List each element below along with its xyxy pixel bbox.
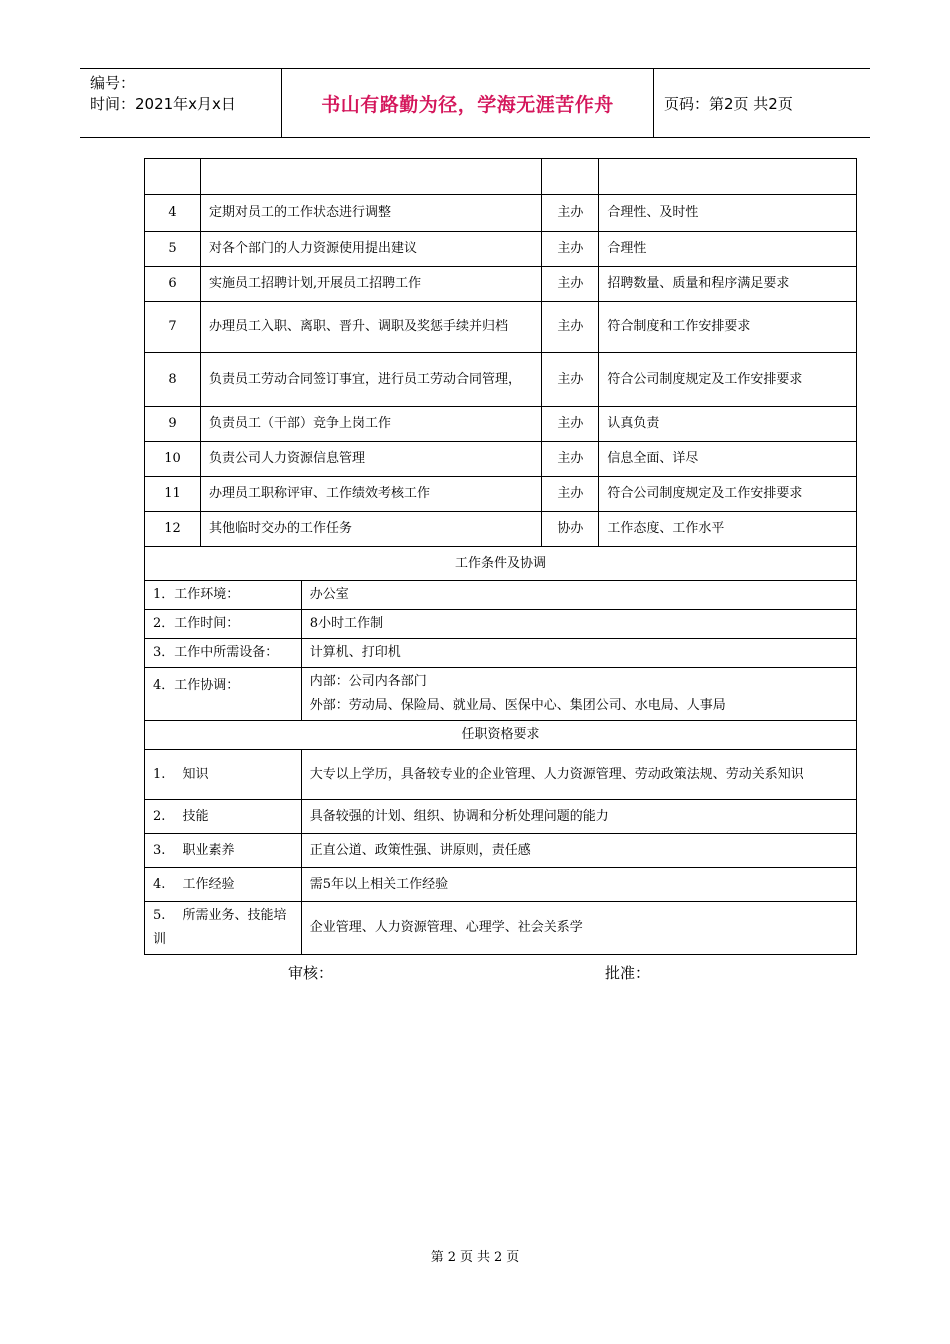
duty-task: 办理员工职称评审、工作绩效考核工作 — [200, 477, 541, 512]
duty-row — [145, 512, 857, 547]
header-page-label: 页码：第2页 共2页 — [664, 94, 793, 113]
duty-row — [145, 267, 857, 302]
duty-number: 6 — [145, 267, 201, 302]
qualification-value: 正直公道、政策性强、讲原则，责任感 — [301, 834, 856, 868]
number-label: 编号： — [90, 74, 136, 92]
time-label: 时间：2021年x月x日 — [90, 95, 236, 113]
duty-task: 对各个部门的人力资源使用提出建议 — [200, 232, 541, 267]
footer-word: 第 — [430, 1250, 444, 1265]
coordination-external: 外部：劳动局、保险局、就业局、医保中心、集团公司、水电局、人事局 — [309, 698, 726, 713]
duty-role: 主办 — [542, 353, 599, 407]
duty-standard — [599, 159, 857, 195]
page-footer — [0, 1246, 950, 1265]
footer-word: 页 — [459, 1250, 473, 1265]
duty-number: 12 — [145, 512, 201, 547]
coordination-value — [301, 668, 856, 721]
duty-row — [145, 477, 857, 512]
duty-row — [145, 302, 857, 353]
job-description-table — [144, 158, 857, 955]
duty-task: 其他临时交办的工作任务 — [200, 512, 541, 547]
duty-task: 负责员工（干部）竞争上岗工作 — [200, 407, 541, 442]
footer-page-number: 2 — [447, 1250, 456, 1265]
footer-word: 共 — [477, 1250, 491, 1265]
qualification-label: 4. 工作经验 — [145, 868, 302, 902]
duty-standard: 符合公司制度规定及工作安排要求 — [599, 353, 857, 407]
duty-task: 实施员工招聘计划,开展员工招聘工作 — [200, 267, 541, 302]
duty-standard: 合理性 — [599, 232, 857, 267]
duty-number: 4 — [145, 195, 201, 232]
duty-task: 负责员工劳动合同签订事宜，进行员工劳动合同管理， — [200, 353, 541, 407]
duty-role: 主办 — [542, 442, 599, 477]
duty-standard: 合理性、及时性 — [599, 195, 857, 232]
duty-role: 主办 — [542, 267, 599, 302]
footer-word: 页 — [506, 1250, 520, 1265]
duty-role: 主办 — [542, 407, 599, 442]
condition-label: 3．工作中所需设备： — [145, 639, 302, 668]
duty-row — [145, 159, 857, 195]
qualification-label: 1. 知识 — [145, 750, 302, 800]
duty-task: 定期对员工的工作状态进行调整 — [200, 195, 541, 232]
qualification-label: 2. 技能 — [145, 800, 302, 834]
duty-number: 9 — [145, 407, 201, 442]
condition-value: 8小时工作制 — [301, 610, 856, 639]
duty-role — [542, 159, 599, 195]
conditions-section — [145, 547, 857, 721]
qualification-value: 大专以上学历，具备较专业的企业管理、人力资源管理、劳动政策法规、劳动关系知识 — [301, 750, 856, 800]
header-left — [80, 69, 281, 137]
qualification-value: 具备较强的计划、组织、协调和分析处理问题的能力 — [301, 800, 856, 834]
header-motto: 书山有路勤为径，学海无涯苦作舟 — [281, 69, 654, 137]
conditions-title: 工作条件及协调 — [145, 547, 857, 581]
qualifications-section — [145, 721, 857, 955]
duty-standard: 工作态度、工作水平 — [599, 512, 857, 547]
duty-standard: 招聘数量、质量和程序满足要求 — [599, 267, 857, 302]
condition-value: 计算机、打印机 — [301, 639, 856, 668]
coordination-label: 4．工作协调： — [145, 668, 302, 721]
duty-number: 8 — [145, 353, 201, 407]
duty-row — [145, 232, 857, 267]
condition-value: 办公室 — [301, 581, 856, 610]
duty-role: 主办 — [542, 195, 599, 232]
duty-role: 主办 — [542, 232, 599, 267]
condition-label: 1．工作环境： — [145, 581, 302, 610]
duty-number: 7 — [145, 302, 201, 353]
duty-standard: 信息全面、详尽 — [599, 442, 857, 477]
qualification-label: 3. 职业素养 — [145, 834, 302, 868]
duty-number: 11 — [145, 477, 201, 512]
qualification-label: 5. 所需业务、技能培训 — [145, 902, 302, 955]
duty-number — [145, 159, 201, 195]
duty-task: 负责公司人力资源信息管理 — [200, 442, 541, 477]
duty-standard: 符合公司制度规定及工作安排要求 — [599, 477, 857, 512]
duty-role: 协办 — [542, 512, 599, 547]
duty-row — [145, 442, 857, 477]
duty-standard: 符合制度和工作安排要求 — [599, 302, 857, 353]
duty-standard: 认真负责 — [599, 407, 857, 442]
condition-label: 2．工作时间： — [145, 610, 302, 639]
duty-task: 办理员工入职、离职、晋升、调职及奖惩手续并归档 — [200, 302, 541, 353]
duty-number: 10 — [145, 442, 201, 477]
approve-label: 批准： — [605, 964, 651, 982]
page-header — [80, 68, 870, 138]
footer-total-pages: 2 — [494, 1250, 503, 1265]
qualification-value: 企业管理、人力资源管理、心理学、社会关系学 — [301, 902, 856, 955]
duty-number: 5 — [145, 232, 201, 267]
review-label: 审核： — [288, 964, 334, 982]
duty-role: 主办 — [542, 302, 599, 353]
duty-row — [145, 407, 857, 442]
duty-rows — [145, 159, 857, 547]
duty-task — [200, 159, 541, 195]
coordination-internal: 内部：公司内各部门 — [309, 674, 427, 689]
qualifications-title: 任职资格要求 — [145, 721, 857, 750]
duty-row — [145, 195, 857, 232]
duty-row — [145, 353, 857, 407]
duty-role: 主办 — [542, 477, 599, 512]
qualification-value: 需5年以上相关工作经验 — [301, 868, 856, 902]
